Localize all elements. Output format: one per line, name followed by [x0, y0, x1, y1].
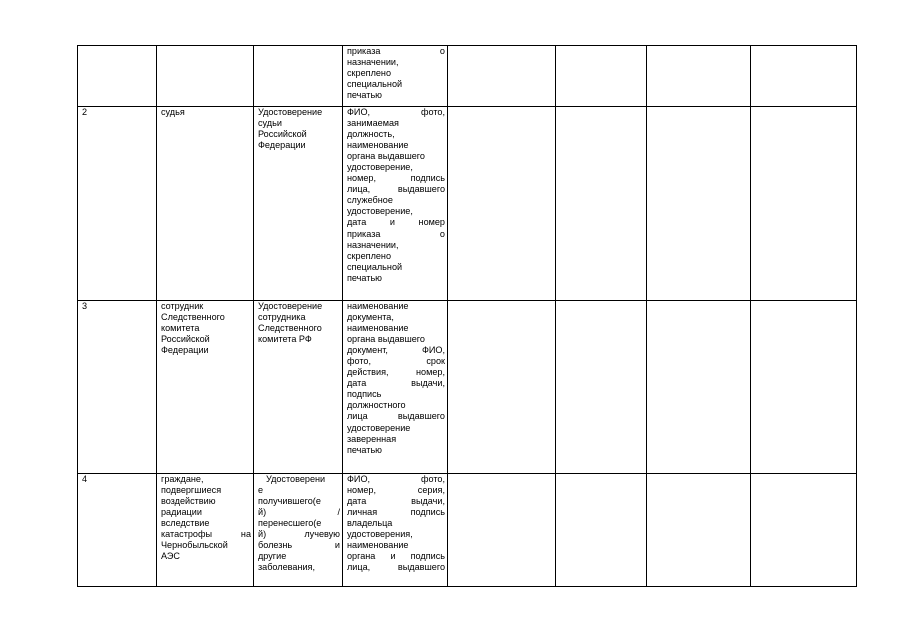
table-row: [78, 301, 857, 474]
empty-cell-8: [751, 474, 857, 587]
cell-text-line: катастрофы на: [161, 529, 251, 540]
table-row: [78, 107, 857, 301]
cell-text-line: органа и подпись: [347, 551, 445, 562]
row-number: 4: [82, 474, 88, 484]
cell-text-line: й) лучевую: [258, 529, 340, 540]
cell-text-line: сотрудник: [161, 301, 204, 311]
empty-cell-7: [647, 107, 751, 301]
category-cell: [157, 474, 254, 587]
empty-cell-7: [647, 46, 751, 107]
cell-text-line: документа,: [347, 312, 394, 323]
cell-text-line: дата выдачи,: [347, 378, 445, 389]
cell-text-line: Чернобыльской: [161, 540, 228, 551]
cell-text-line: сотрудника: [258, 312, 306, 323]
cell-text-line: печатью: [347, 272, 382, 283]
cell-text-line: Следственного: [161, 312, 225, 323]
cell-text-line: лица, выдавшего: [347, 184, 445, 195]
cell-text-line: Удостоверение: [258, 107, 323, 117]
cell-text-line: скреплено: [347, 68, 392, 79]
cell-text-line: получившего(е: [258, 496, 321, 507]
cell-text-line: приказа о: [347, 46, 445, 56]
table-row: [78, 46, 857, 107]
details-cell: [343, 107, 448, 301]
cell-text-line: заболевания,: [258, 562, 315, 573]
cell-text-line: удостоверения,: [347, 529, 413, 540]
cell-text-line: Федерации: [161, 345, 209, 356]
cell-text-line: наименование: [347, 323, 409, 334]
cell-text-line: подвергшиеся: [161, 485, 222, 496]
cell-text-line: назначении,: [347, 57, 399, 68]
cell-text-line: личная подпись: [347, 507, 445, 518]
empty-cell-8: [751, 46, 857, 107]
cell-text-line: Следственного: [258, 323, 322, 334]
number-cell: [78, 301, 157, 474]
cell-text-line: граждане,: [161, 474, 204, 484]
cell-text-line: удостоверение,: [347, 162, 413, 173]
cell-text-line: наименование: [347, 301, 409, 311]
cell-text-line: приказа о: [347, 228, 445, 239]
document-cell: [254, 107, 343, 301]
cell-text-line: комитета: [161, 323, 200, 334]
empty-cell-6: [556, 301, 647, 474]
empty-cell-5: [448, 46, 556, 107]
cell-text-line: удостоверение: [347, 422, 411, 433]
document-table: [77, 45, 857, 587]
cell-text-line: занимаемая: [347, 118, 399, 129]
cell-text-line: Удостоверени: [266, 474, 326, 484]
empty-cell-8: [751, 301, 857, 474]
cell-text-line: удостоверение,: [347, 206, 413, 217]
cell-text-line: комитета РФ: [258, 334, 312, 345]
cell-text-line: номер, серия,: [347, 485, 445, 496]
empty-cell-8: [751, 107, 857, 301]
table-row: [78, 474, 857, 587]
category-cell: [157, 46, 254, 107]
cell-text-line: должностного: [347, 400, 406, 411]
cell-text-line: вследствие: [161, 518, 210, 529]
cell-text-line: АЭС: [161, 551, 180, 562]
cell-text-line: наименование: [347, 140, 409, 151]
cell-text-line: другие: [258, 551, 287, 562]
cell-text-line: органа выдавшего: [347, 151, 425, 162]
cell-text-line: органа выдавшего: [347, 334, 425, 345]
cell-text-line: радиации: [161, 507, 202, 518]
cell-text-line: дата и номер: [347, 217, 445, 228]
table-body: [78, 46, 857, 587]
document-cell: [254, 301, 343, 474]
cell-text-line: подпись: [347, 389, 382, 400]
cell-text-line: печатью: [347, 90, 382, 101]
empty-cell-5: [448, 107, 556, 301]
empty-cell-5: [448, 474, 556, 587]
cell-text-line: Удостоверение: [258, 301, 323, 311]
cell-text-line: лица выдавшего: [347, 411, 445, 422]
cell-text-line: печатью: [347, 444, 382, 455]
cell-text-line: перенесшего(е: [258, 518, 322, 529]
row-number: 3: [82, 301, 88, 311]
number-cell: [78, 474, 157, 587]
category-cell: [157, 301, 254, 474]
cell-text-line: судьи: [258, 118, 282, 129]
cell-text-line: Федерации: [258, 140, 306, 151]
cell-text-line: специальной: [347, 261, 403, 272]
cell-text-line: заверенная: [347, 433, 397, 444]
cell-text-line: болезнь и: [258, 540, 340, 551]
cell-text-line: Российской: [161, 334, 210, 345]
cell-text-line: лица, выдавшего: [347, 562, 445, 573]
cell-text-line: Российской: [258, 129, 307, 140]
cell-text-line: ФИО, фото,: [347, 474, 445, 484]
number-cell: [78, 46, 157, 107]
cell-text-line: служебное: [347, 195, 393, 206]
cell-text-line: ФИО, фото,: [347, 107, 445, 117]
empty-cell-6: [556, 107, 647, 301]
cell-text-line: специальной: [347, 79, 403, 90]
cell-text-line: должность,: [347, 129, 395, 140]
empty-cell-6: [556, 474, 647, 587]
cell-text-line: назначении,: [347, 239, 399, 250]
cell-text-line: действия, номер,: [347, 367, 445, 378]
cell-text-line: й) /: [258, 507, 340, 518]
category-cell: [157, 107, 254, 301]
row-number: 2: [82, 107, 88, 117]
empty-cell-5: [448, 301, 556, 474]
empty-cell-7: [647, 301, 751, 474]
cell-text-line: номер, подпись: [347, 173, 445, 184]
document-cell: [254, 46, 343, 107]
empty-cell-6: [556, 46, 647, 107]
cell-text-line: скреплено: [347, 250, 392, 261]
cell-text-line: судья: [161, 107, 185, 117]
cell-text-line: воздействию: [161, 496, 216, 507]
details-cell: [343, 474, 448, 587]
document-cell: [254, 474, 343, 587]
cell-text-line: дата выдачи,: [347, 496, 445, 507]
cell-text-line: владельца: [347, 518, 393, 529]
number-cell: [78, 107, 157, 301]
cell-text-line: фото, срок: [347, 356, 445, 367]
details-cell: [343, 301, 448, 474]
cell-text-line: наименование: [347, 540, 409, 551]
cell-text-line: е: [258, 485, 264, 496]
empty-cell-7: [647, 474, 751, 587]
details-cell: [343, 46, 448, 107]
cell-text-line: документ, ФИО,: [347, 345, 445, 356]
